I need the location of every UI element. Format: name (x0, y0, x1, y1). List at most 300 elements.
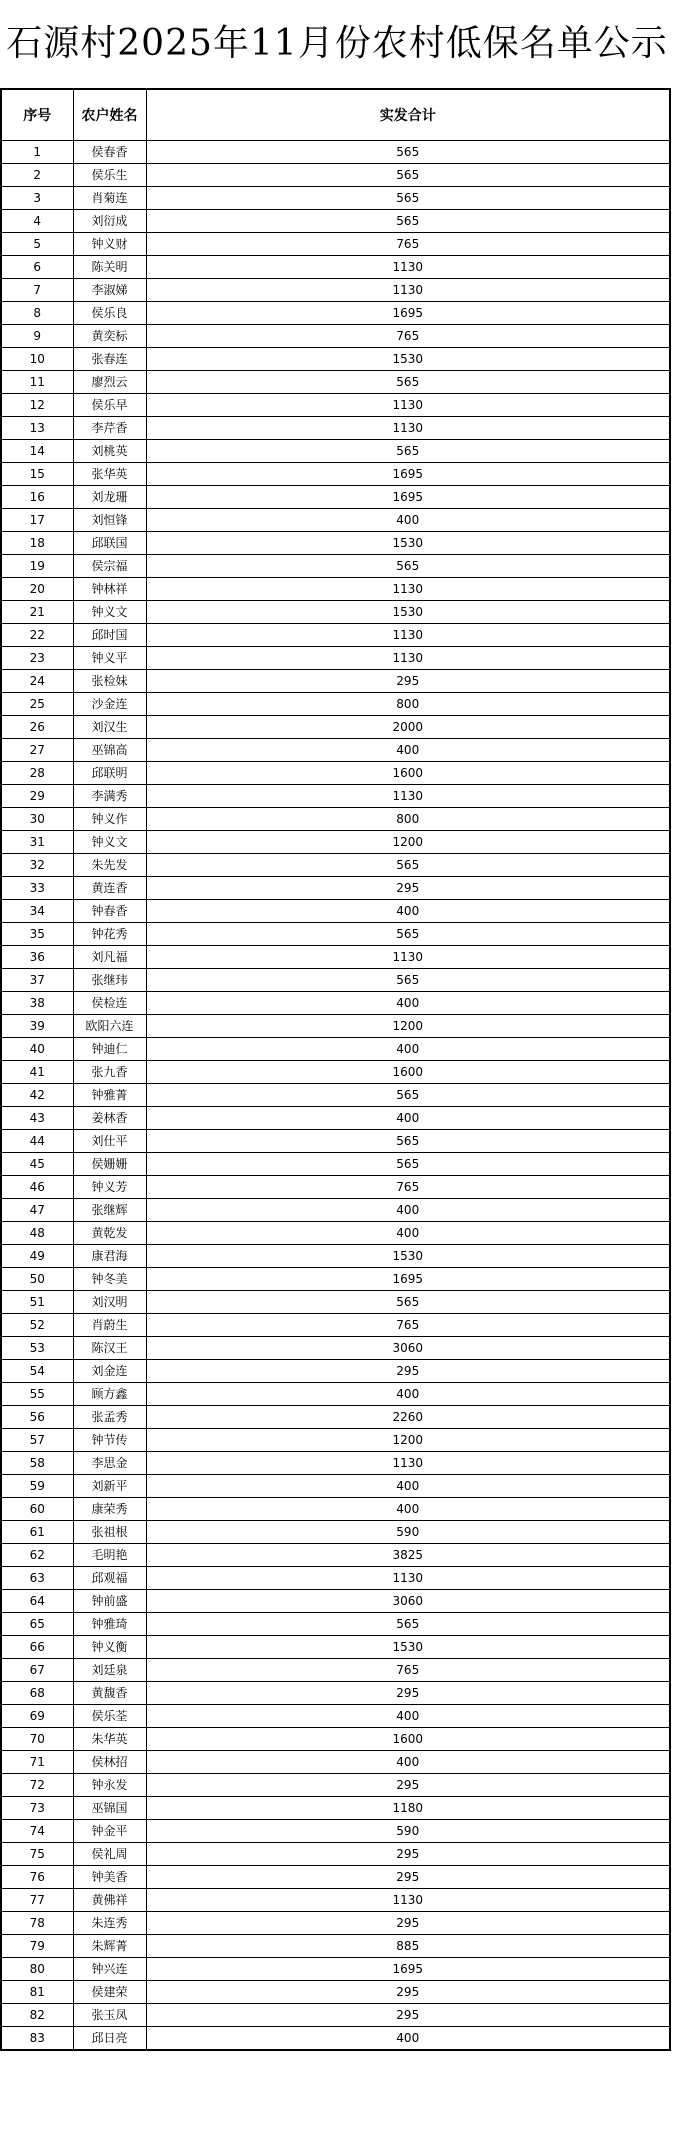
row-amount: 565 (146, 854, 670, 877)
row-amount: 590 (146, 1521, 670, 1544)
row-household-name: 刘龙珊 (73, 486, 146, 509)
row-amount: 1130 (146, 785, 670, 808)
table-row (1, 969, 670, 992)
row-serial-number: 6 (1, 256, 73, 279)
row-household-name: 刘汉生 (73, 716, 146, 739)
row-serial-number: 38 (1, 992, 73, 1015)
row-serial-number: 69 (1, 1705, 73, 1728)
row-amount: 800 (146, 808, 670, 831)
row-serial-number: 78 (1, 1912, 73, 1935)
table-row (1, 302, 670, 325)
row-serial-number: 60 (1, 1498, 73, 1521)
row-serial-number: 37 (1, 969, 73, 992)
row-amount: 565 (146, 1613, 670, 1636)
row-household-name: 朱辉菁 (73, 1935, 146, 1958)
row-amount: 1130 (146, 578, 670, 601)
row-serial-number: 74 (1, 1820, 73, 1843)
row-amount: 1130 (146, 394, 670, 417)
row-serial-number: 46 (1, 1176, 73, 1199)
row-amount: 400 (146, 1038, 670, 1061)
row-amount: 400 (146, 739, 670, 762)
row-household-name: 侯宗福 (73, 555, 146, 578)
row-household-name: 钟林祥 (73, 578, 146, 601)
row-amount: 400 (146, 1498, 670, 1521)
row-household-name: 钟义财 (73, 233, 146, 256)
row-household-name: 肖菊连 (73, 187, 146, 210)
table-row (1, 1843, 670, 1866)
row-serial-number: 23 (1, 647, 73, 670)
row-amount: 1200 (146, 1429, 670, 1452)
row-household-name: 张祖根 (73, 1521, 146, 1544)
table-row (1, 1268, 670, 1291)
row-serial-number: 32 (1, 854, 73, 877)
row-household-name: 侯礼周 (73, 1843, 146, 1866)
row-amount: 3060 (146, 1337, 670, 1360)
row-serial-number: 25 (1, 693, 73, 716)
row-amount: 400 (146, 1475, 670, 1498)
row-serial-number: 48 (1, 1222, 73, 1245)
row-amount: 400 (146, 1705, 670, 1728)
table-row (1, 394, 670, 417)
row-amount: 565 (146, 371, 670, 394)
table-row (1, 1406, 670, 1429)
row-serial-number: 36 (1, 946, 73, 969)
table-row (1, 808, 670, 831)
table-row (1, 1452, 670, 1475)
row-serial-number: 10 (1, 348, 73, 371)
row-household-name: 张检妹 (73, 670, 146, 693)
row-household-name: 张继辉 (73, 1199, 146, 1222)
row-amount: 1530 (146, 1245, 670, 1268)
row-amount: 2260 (146, 1406, 670, 1429)
row-household-name: 黄连香 (73, 877, 146, 900)
header-serial-number: 序号 (1, 89, 73, 141)
table-row (1, 555, 670, 578)
table-header (1, 89, 670, 141)
row-amount: 400 (146, 1383, 670, 1406)
table-row (1, 164, 670, 187)
table-row (1, 831, 670, 854)
table-row (1, 946, 670, 969)
row-amount: 565 (146, 1084, 670, 1107)
row-serial-number: 16 (1, 486, 73, 509)
row-amount: 765 (146, 1659, 670, 1682)
row-amount: 295 (146, 1866, 670, 1889)
row-household-name: 巫锦国 (73, 1797, 146, 1820)
row-serial-number: 64 (1, 1590, 73, 1613)
row-serial-number: 34 (1, 900, 73, 923)
row-household-name: 邱时国 (73, 624, 146, 647)
row-household-name: 陈汉王 (73, 1337, 146, 1360)
row-household-name: 刘汉明 (73, 1291, 146, 1314)
table-row (1, 693, 670, 716)
header-row (1, 89, 670, 141)
row-serial-number: 72 (1, 1774, 73, 1797)
row-serial-number: 4 (1, 210, 73, 233)
table-row (1, 716, 670, 739)
row-serial-number: 47 (1, 1199, 73, 1222)
row-amount: 1530 (146, 601, 670, 624)
row-household-name: 侯乐荃 (73, 1705, 146, 1728)
row-household-name: 黄馥香 (73, 1682, 146, 1705)
row-serial-number: 29 (1, 785, 73, 808)
row-household-name: 肖蔚生 (73, 1314, 146, 1337)
table-row (1, 1015, 670, 1038)
table-row (1, 210, 670, 233)
row-household-name: 巫锦高 (73, 739, 146, 762)
row-amount: 295 (146, 1912, 670, 1935)
row-serial-number: 21 (1, 601, 73, 624)
row-serial-number: 77 (1, 1889, 73, 1912)
row-serial-number: 12 (1, 394, 73, 417)
table-row (1, 1613, 670, 1636)
table-row (1, 187, 670, 210)
row-household-name: 钟义平 (73, 647, 146, 670)
row-household-name: 侯建荣 (73, 1981, 146, 2004)
table-row (1, 2004, 670, 2027)
row-serial-number: 40 (1, 1038, 73, 1061)
row-household-name: 侯乐早 (73, 394, 146, 417)
table-row (1, 1475, 670, 1498)
table-row (1, 463, 670, 486)
row-serial-number: 13 (1, 417, 73, 440)
table-row (1, 1935, 670, 1958)
table-row (1, 1728, 670, 1751)
row-household-name: 侯乐良 (73, 302, 146, 325)
table-row (1, 992, 670, 1015)
row-amount: 800 (146, 693, 670, 716)
row-household-name: 张九香 (73, 1061, 146, 1084)
row-household-name: 刘桃英 (73, 440, 146, 463)
row-household-name: 钟前盛 (73, 1590, 146, 1613)
table-row (1, 1498, 670, 1521)
row-amount: 1130 (146, 279, 670, 302)
row-serial-number: 51 (1, 1291, 73, 1314)
row-amount: 765 (146, 325, 670, 348)
table-row (1, 1314, 670, 1337)
row-household-name: 李芹香 (73, 417, 146, 440)
row-amount: 765 (146, 1314, 670, 1337)
table-row (1, 1061, 670, 1084)
row-serial-number: 54 (1, 1360, 73, 1383)
table-body (1, 141, 670, 2051)
row-household-name: 李满秀 (73, 785, 146, 808)
row-amount: 1180 (146, 1797, 670, 1820)
row-amount: 565 (146, 440, 670, 463)
row-household-name: 钟义文 (73, 601, 146, 624)
row-household-name: 欧阳六连 (73, 1015, 146, 1038)
row-amount: 1200 (146, 831, 670, 854)
row-household-name: 邱联明 (73, 762, 146, 785)
row-serial-number: 73 (1, 1797, 73, 1820)
row-amount: 2000 (146, 716, 670, 739)
row-serial-number: 42 (1, 1084, 73, 1107)
row-serial-number: 18 (1, 532, 73, 555)
row-serial-number: 67 (1, 1659, 73, 1682)
row-amount: 295 (146, 1981, 670, 2004)
row-household-name: 朱华英 (73, 1728, 146, 1751)
row-serial-number: 15 (1, 463, 73, 486)
table-row (1, 1866, 670, 1889)
row-household-name: 李淑娣 (73, 279, 146, 302)
row-serial-number: 33 (1, 877, 73, 900)
row-serial-number: 63 (1, 1567, 73, 1590)
row-amount: 400 (146, 900, 670, 923)
row-serial-number: 30 (1, 808, 73, 831)
row-household-name: 刘新平 (73, 1475, 146, 1498)
table-row (1, 1199, 670, 1222)
table-row (1, 762, 670, 785)
row-serial-number: 14 (1, 440, 73, 463)
row-household-name: 钟迪仁 (73, 1038, 146, 1061)
table-row (1, 1682, 670, 1705)
row-serial-number: 75 (1, 1843, 73, 1866)
row-amount: 400 (146, 1199, 670, 1222)
row-serial-number: 82 (1, 2004, 73, 2027)
row-serial-number: 59 (1, 1475, 73, 1498)
row-serial-number: 35 (1, 923, 73, 946)
table-row (1, 417, 670, 440)
row-household-name: 康君海 (73, 1245, 146, 1268)
table-row (1, 486, 670, 509)
row-household-name: 钟义芳 (73, 1176, 146, 1199)
row-amount: 565 (146, 1130, 670, 1153)
table-row (1, 923, 670, 946)
row-amount: 295 (146, 877, 670, 900)
row-household-name: 张孟秀 (73, 1406, 146, 1429)
row-household-name: 沙金连 (73, 693, 146, 716)
row-serial-number: 50 (1, 1268, 73, 1291)
row-household-name: 邱观福 (73, 1567, 146, 1590)
row-amount: 565 (146, 141, 670, 164)
row-amount: 295 (146, 1682, 670, 1705)
row-household-name: 张华英 (73, 463, 146, 486)
row-amount: 565 (146, 923, 670, 946)
row-serial-number: 49 (1, 1245, 73, 1268)
table-row (1, 2027, 670, 2051)
row-household-name: 张春连 (73, 348, 146, 371)
row-serial-number: 7 (1, 279, 73, 302)
row-amount: 1530 (146, 532, 670, 555)
row-amount: 295 (146, 1774, 670, 1797)
row-serial-number: 65 (1, 1613, 73, 1636)
row-serial-number: 58 (1, 1452, 73, 1475)
row-serial-number: 62 (1, 1544, 73, 1567)
row-amount: 1130 (146, 1452, 670, 1475)
table-row (1, 279, 670, 302)
row-household-name: 李思金 (73, 1452, 146, 1475)
table-row (1, 578, 670, 601)
row-amount: 400 (146, 509, 670, 532)
row-serial-number: 5 (1, 233, 73, 256)
table-row (1, 1567, 670, 1590)
row-serial-number: 81 (1, 1981, 73, 2004)
row-amount: 1695 (146, 486, 670, 509)
table-row (1, 739, 670, 762)
row-household-name: 侯乐生 (73, 164, 146, 187)
row-amount: 1130 (146, 624, 670, 647)
row-amount: 1130 (146, 256, 670, 279)
row-serial-number: 55 (1, 1383, 73, 1406)
subsistence-list-table (0, 88, 671, 2051)
table-row (1, 440, 670, 463)
table-row (1, 647, 670, 670)
row-amount: 765 (146, 1176, 670, 1199)
row-serial-number: 28 (1, 762, 73, 785)
row-household-name: 钟永发 (73, 1774, 146, 1797)
table-row (1, 1245, 670, 1268)
row-amount: 1130 (146, 1889, 670, 1912)
row-household-name: 邱联国 (73, 532, 146, 555)
table-row (1, 1958, 670, 1981)
row-household-name: 钟兴连 (73, 1958, 146, 1981)
table-row (1, 371, 670, 394)
row-household-name: 张玉凤 (73, 2004, 146, 2027)
table-row (1, 1659, 670, 1682)
table-row (1, 601, 670, 624)
row-amount: 1130 (146, 417, 670, 440)
table-row (1, 141, 670, 164)
row-serial-number: 8 (1, 302, 73, 325)
row-amount: 400 (146, 1751, 670, 1774)
table-row (1, 1797, 670, 1820)
table-row (1, 532, 670, 555)
row-serial-number: 22 (1, 624, 73, 647)
row-household-name: 侯检连 (73, 992, 146, 1015)
row-amount: 295 (146, 670, 670, 693)
row-serial-number: 57 (1, 1429, 73, 1452)
table-row (1, 1038, 670, 1061)
row-household-name: 姜林香 (73, 1107, 146, 1130)
row-amount: 765 (146, 233, 670, 256)
row-amount: 565 (146, 187, 670, 210)
row-serial-number: 83 (1, 2027, 73, 2051)
row-serial-number: 41 (1, 1061, 73, 1084)
row-amount: 1695 (146, 302, 670, 325)
row-serial-number: 3 (1, 187, 73, 210)
row-household-name: 朱先发 (73, 854, 146, 877)
row-serial-number: 80 (1, 1958, 73, 1981)
row-household-name: 钟冬美 (73, 1268, 146, 1291)
row-amount: 1130 (146, 647, 670, 670)
row-serial-number: 52 (1, 1314, 73, 1337)
table-row (1, 1153, 670, 1176)
row-serial-number: 70 (1, 1728, 73, 1751)
row-serial-number: 9 (1, 325, 73, 348)
table-row (1, 900, 670, 923)
table-row (1, 1751, 670, 1774)
row-amount: 1530 (146, 1636, 670, 1659)
row-amount: 1695 (146, 463, 670, 486)
row-household-name: 钟金平 (73, 1820, 146, 1843)
row-serial-number: 19 (1, 555, 73, 578)
row-household-name: 钟春香 (73, 900, 146, 923)
row-household-name: 朱连秀 (73, 1912, 146, 1935)
row-household-name: 顾方鑫 (73, 1383, 146, 1406)
table-row (1, 1337, 670, 1360)
row-amount: 1600 (146, 1061, 670, 1084)
table-row (1, 1590, 670, 1613)
table-row (1, 1774, 670, 1797)
row-amount: 295 (146, 2004, 670, 2027)
row-serial-number: 27 (1, 739, 73, 762)
row-household-name: 毛明艳 (73, 1544, 146, 1567)
table-row (1, 670, 670, 693)
row-amount: 565 (146, 210, 670, 233)
row-amount: 590 (146, 1820, 670, 1843)
row-household-name: 钟义衡 (73, 1636, 146, 1659)
table-row (1, 785, 670, 808)
row-amount: 885 (146, 1935, 670, 1958)
table-row (1, 1176, 670, 1199)
row-amount: 1695 (146, 1268, 670, 1291)
row-amount: 565 (146, 1291, 670, 1314)
table-row (1, 1429, 670, 1452)
row-serial-number: 31 (1, 831, 73, 854)
row-serial-number: 66 (1, 1636, 73, 1659)
row-amount: 1530 (146, 348, 670, 371)
row-serial-number: 17 (1, 509, 73, 532)
row-amount: 295 (146, 1360, 670, 1383)
table-row (1, 348, 670, 371)
page-title: 石源村2025年11月份农村低保名单公示 (6, 23, 668, 64)
table-row (1, 854, 670, 877)
table-row (1, 1291, 670, 1314)
row-household-name: 侯林招 (73, 1751, 146, 1774)
row-amount: 1600 (146, 1728, 670, 1751)
row-household-name: 侯姗姗 (73, 1153, 146, 1176)
table-row (1, 1222, 670, 1245)
header-amount-total: 实发合计 (146, 89, 670, 141)
row-household-name: 侯春香 (73, 141, 146, 164)
table-row (1, 1636, 670, 1659)
row-household-name: 刘廷泉 (73, 1659, 146, 1682)
row-amount: 1130 (146, 1567, 670, 1590)
table-row (1, 1521, 670, 1544)
table-row (1, 1383, 670, 1406)
row-household-name: 廖烈云 (73, 371, 146, 394)
row-household-name: 黄奕标 (73, 325, 146, 348)
row-household-name: 刘金连 (73, 1360, 146, 1383)
row-serial-number: 2 (1, 164, 73, 187)
row-household-name: 陈关明 (73, 256, 146, 279)
table-row (1, 1084, 670, 1107)
row-amount: 565 (146, 555, 670, 578)
row-serial-number: 53 (1, 1337, 73, 1360)
row-amount: 565 (146, 969, 670, 992)
table-row (1, 1107, 670, 1130)
row-household-name: 钟美香 (73, 1866, 146, 1889)
table-row (1, 877, 670, 900)
row-serial-number: 20 (1, 578, 73, 601)
row-amount: 1695 (146, 1958, 670, 1981)
row-amount: 400 (146, 2027, 670, 2051)
table-row (1, 1981, 670, 2004)
header-household-name: 农户姓名 (73, 89, 146, 141)
row-household-name: 刘仕平 (73, 1130, 146, 1153)
row-amount: 1130 (146, 946, 670, 969)
row-serial-number: 1 (1, 141, 73, 164)
table-row (1, 325, 670, 348)
row-serial-number: 11 (1, 371, 73, 394)
row-serial-number: 76 (1, 1866, 73, 1889)
row-amount: 3060 (146, 1590, 670, 1613)
table-row (1, 1705, 670, 1728)
table-row (1, 1360, 670, 1383)
row-serial-number: 79 (1, 1935, 73, 1958)
table-row (1, 1820, 670, 1843)
row-amount: 400 (146, 1107, 670, 1130)
